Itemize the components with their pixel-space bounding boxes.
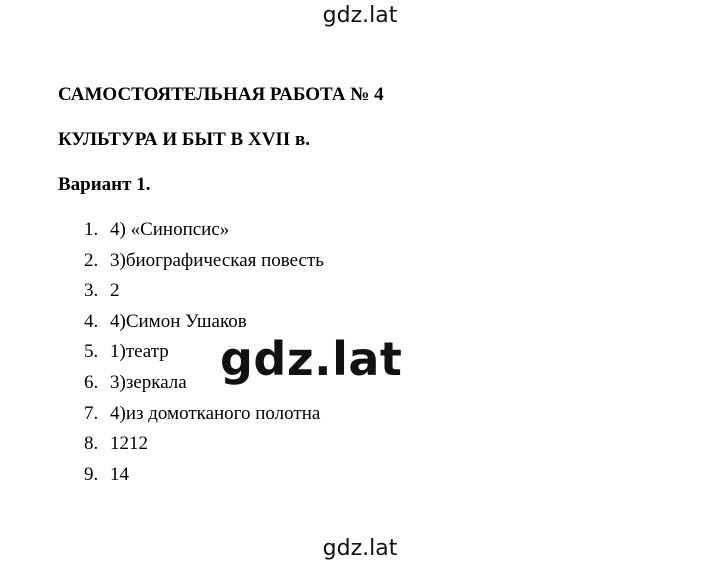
answer-item (84, 463, 324, 494)
answer-text: 1212 (110, 433, 148, 455)
watermark-bottom: gdz.lat (322, 536, 398, 561)
answer-text: 3)биографическая повесть (110, 249, 324, 271)
answer-number: 1. (84, 219, 99, 240)
answer-text: 4)Симон Ушаков (110, 310, 247, 332)
watermark-top: gdz.lat (322, 3, 398, 28)
variant-label: Вариант 1. (58, 174, 151, 195)
answer-text: 4) «Синопсис» (110, 219, 230, 240)
answer-text: 1)театр (110, 341, 169, 363)
answer-number: 7. (84, 402, 99, 424)
answer-text: 14 (110, 463, 129, 485)
answer-number: 2. (84, 249, 99, 271)
watermark-center: gdz.lat (220, 332, 403, 386)
work-title: САМОСТОЯТЕЛЬНАЯ РАБОТА № 4 (58, 84, 384, 105)
answer-item (84, 432, 324, 463)
answer-item (84, 279, 324, 310)
answer-item (84, 218, 324, 249)
answer-number: 9. (84, 463, 99, 485)
answer-number: 5. (84, 341, 99, 363)
answer-number: 8. (84, 433, 99, 455)
topic-title: КУЛЬТУРА И БЫТ В XVII в. (58, 129, 310, 150)
answer-number: 4. (84, 310, 99, 332)
answer-number: 3. (84, 280, 99, 302)
answer-item (84, 249, 324, 280)
answer-item (84, 402, 324, 433)
answer-text: 4)из домотканого полотна (110, 402, 321, 424)
answer-text: 2 (110, 280, 120, 302)
answer-number: 6. (84, 371, 99, 393)
answer-text: 3)зеркала (110, 371, 187, 393)
